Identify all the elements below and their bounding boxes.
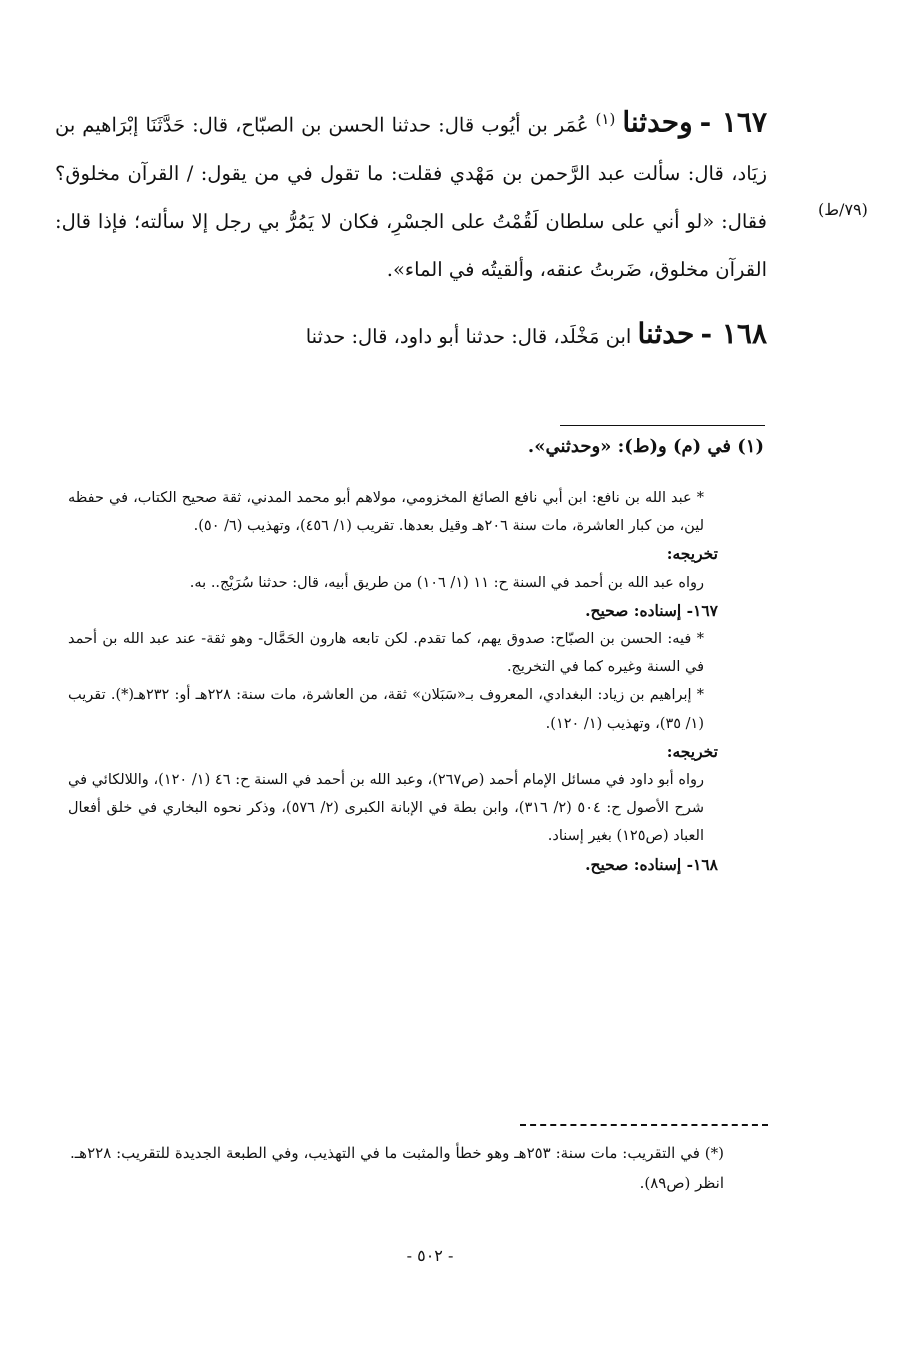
note-paragraph: * فيه: الحسن بن الصبّاح: صدوق يهم، كما تقدم. لكن تابعه هارون الحَمَّال- وهو ثقة- عند عبد الله بن أحمد في السنة وغيره كما في التخريج.: [68, 631, 704, 676]
commentary-notes: [68, 484, 718, 879]
haddathana-word: حدثنا: [622, 105, 680, 139]
asterisk-footnote: (*) في التقريب: مات سنة: ٢٥٣هـ وهو خطأ والمثبت ما في التهذيب، وفي الطبعة الجديدة للتقريب: ٢٢٨هـ. انظر (ص٨٩).: [70, 1144, 724, 1192]
hadith-text: ابن مَخْلَد، قال: حدثنا أبو داود، قال: حدثنا: [305, 324, 632, 348]
hadith-167: [55, 95, 767, 294]
hadith-168: [55, 310, 767, 361]
main-text: [55, 95, 767, 361]
page-number: - ٥٠٢ -: [406, 1246, 454, 1265]
hadith-number: ١٦٨ -: [700, 316, 767, 350]
note-heading: ١٦٧- إسناده: صحيح.: [585, 600, 718, 620]
note-paragraph: * إبراهيم بن زياد: البغدادي، المعروف بـ«سَبَلان» ثقة، من العاشرة، مات سنة: ٢٢٨هـ أو: ٢٣٢هـ(*). تقريب (١/ ٣٥)، وتهذيب (١/ ١٢٠).: [68, 687, 704, 732]
text-footnote: (١) في (م) و(ط): «وحدثني».: [527, 436, 764, 457]
footnote-separator: [560, 425, 765, 426]
conjunction-word: و: [679, 105, 693, 139]
note-paragraph: رواه أبو داود في مسائل الإمام أحمد (ص٢٦٧)، وعبد الله بن أحمد في السنة ح: ٤٦ (١/ ١٢٠)، واللالكائي في شرح الأصول ح: ٥٠٤ (٢/ ٣١٦)، وابن بطة في الإبانة الكبرى (٢/ ٥٧٦)، وذكر نحوه البخاري في خلق أفعال العباد (ص١٢٥) بغير إسناد.: [68, 772, 704, 845]
note-heading: تخريجه:: [666, 741, 718, 761]
footnote-separator: [520, 1124, 768, 1126]
note-paragraph: رواه عبد الله بن أحمد في السنة ح: ١١ (١/ ١٠٦) من طريق أبيه، قال: حدثنا سُرَيْج.. به.: [189, 574, 704, 591]
hadith-text: عُمَر بن أيُوب قال: حدثنا الحسن بن الصبّاح، قال: حَدَّثَنَا إبْرَاهيم بن زيَاد، قال: سألت عبد الرَّحمن بن مَهْدي فقلت: ما تقول في من يقول: / القرآن مخلوق؟ فقال: «لو أني على سلطان لَقُمْتُ على الجسْرِ، فكان لا يَمُرُّ بي رجل إلا سألته؛ فإذا قال: القرآن مخلوق، ضَربتُ عنقه، وألقيتُه في الماء».: [55, 113, 767, 281]
note-heading: تخريجه:: [666, 544, 718, 564]
footnote-reference: (١): [595, 110, 616, 128]
note-heading: ١٦٨- إسناده: صحيح.: [585, 854, 718, 874]
hadith-number: ١٦٧ -: [699, 105, 767, 139]
note-paragraph: * عبد الله بن نافع: ابن أبي نافع الصائغ المخزومي، مولاهم أبو محمد المدني، ثقة صحيح الكتاب، في حفظه لين، من كبار العاشرة، مات سنة ٢٠٦هـ وقيل بعدها. تقريب (١/ ٤٥٦)، وتهذيب (٦/ ٥٠).: [68, 490, 704, 535]
haddathana-word: حدثنا: [637, 316, 695, 350]
margin-page-reference: (٧٩/ط): [818, 200, 868, 219]
